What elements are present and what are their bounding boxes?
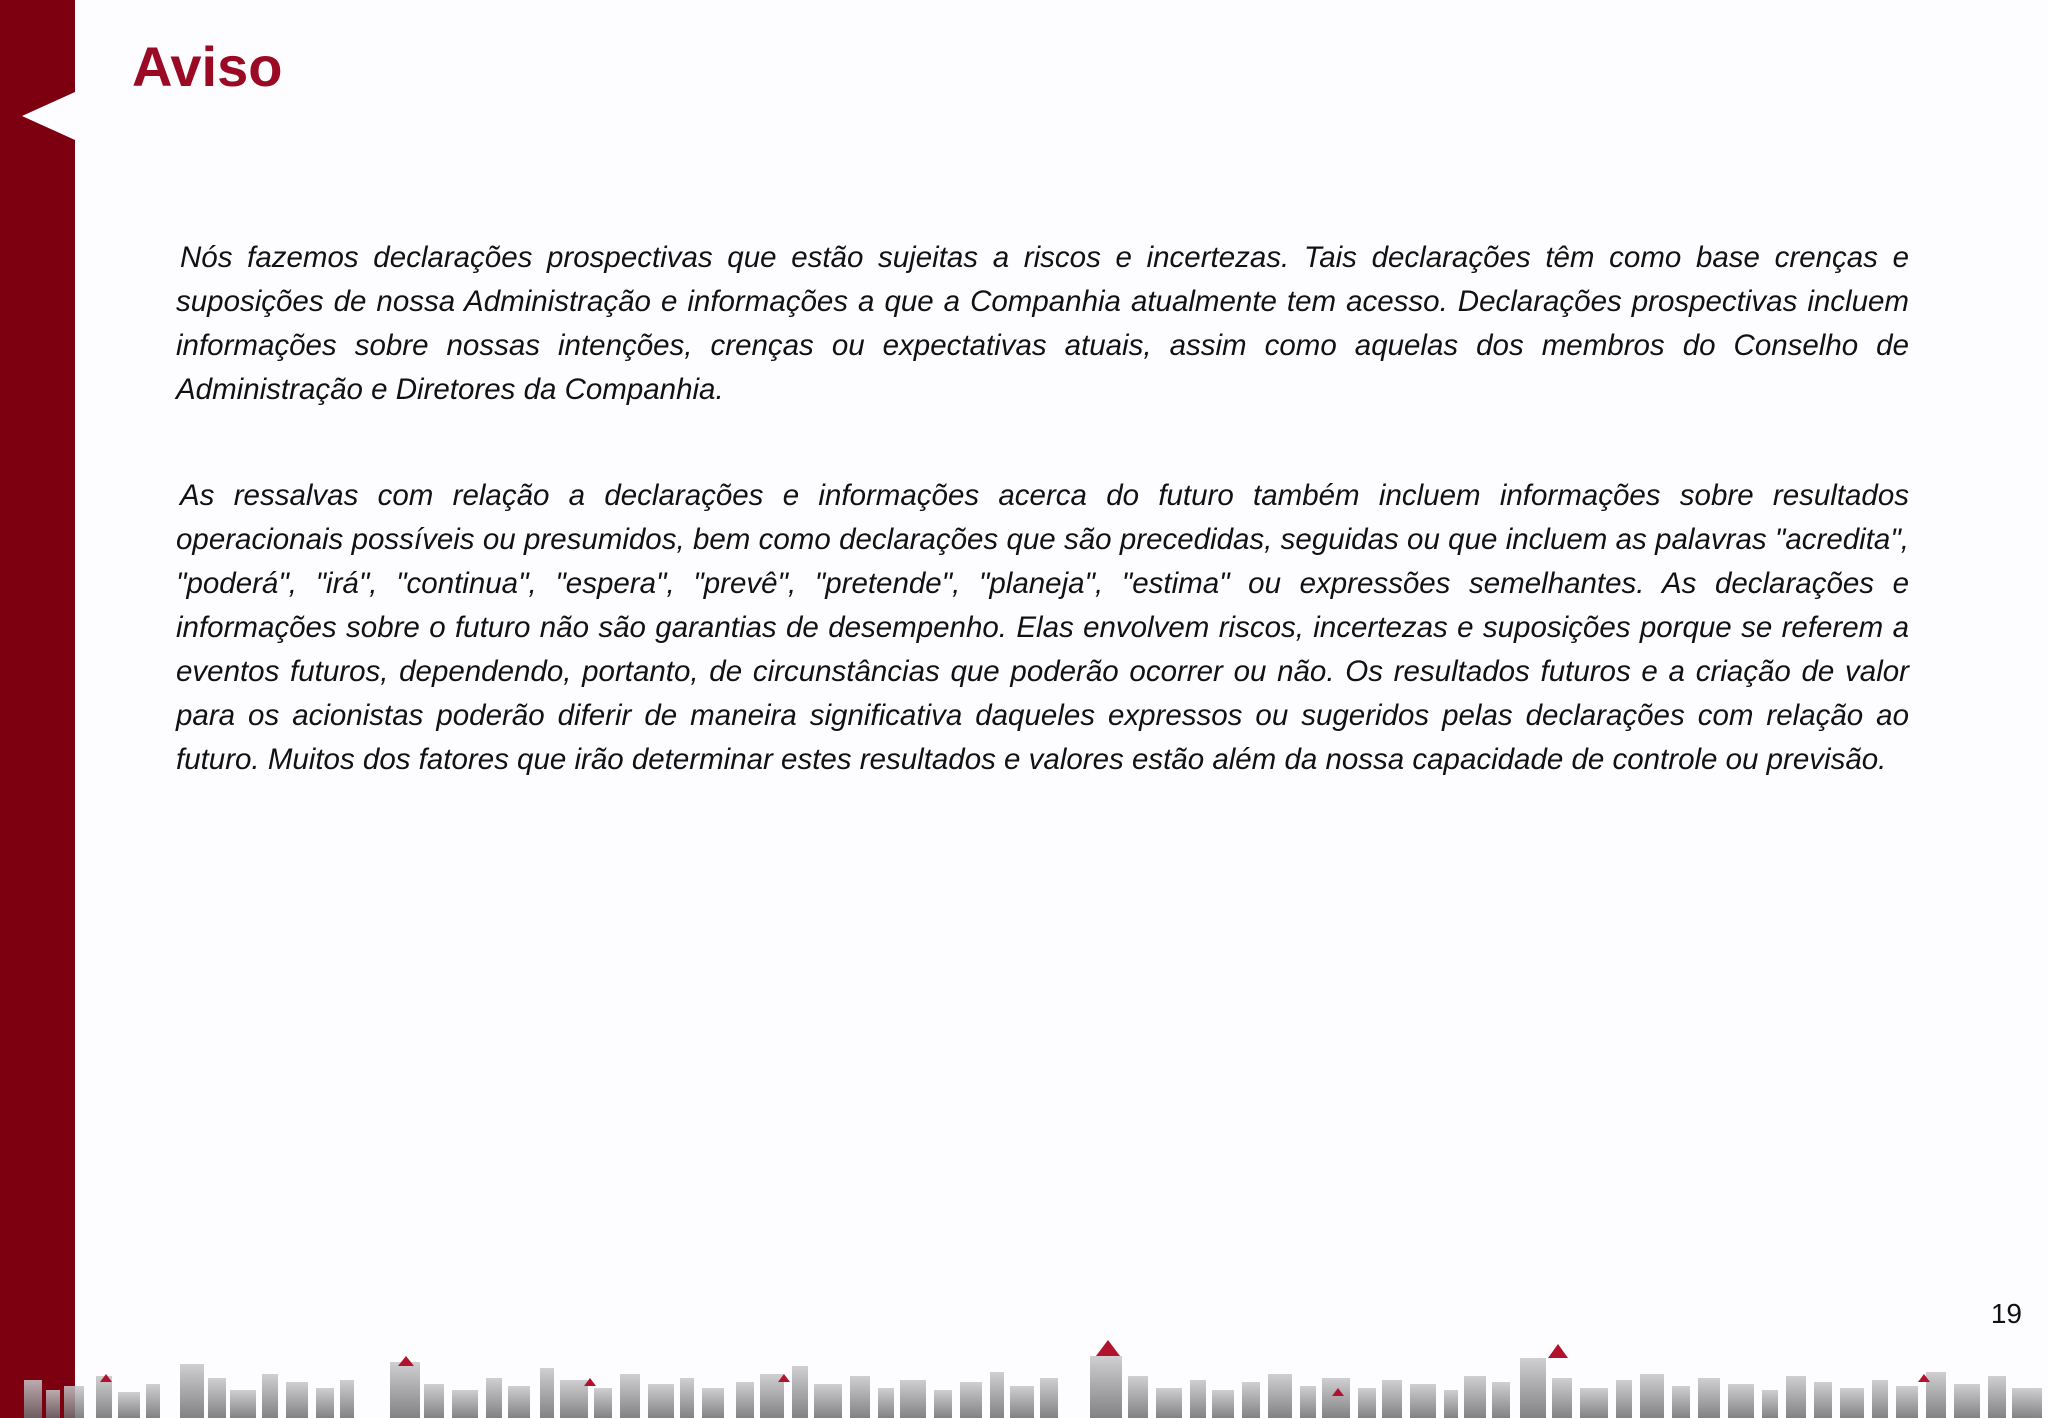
left-arrow-notch: [0, 0, 75, 160]
page-title: Aviso: [132, 35, 283, 98]
left-accent-bar: [0, 0, 75, 1418]
city-skyline-illustration: [0, 1318, 2048, 1418]
disclaimer-paragraph-1: Nós fazemos declarações prospectivas que estão sujeitas a riscos e incertezas. Tais declarações têm como base crenças e suposições de nossa Administração e informações a que a Companhia atualmente tem acesso. Declarações prospectivas incluem informações sobre nossas intenções, crenças ou expectativas atuais, assim como aquelas dos membros do Conselho de Administração e Diretores da Companhia.: [176, 241, 1909, 406]
page-number: 19: [1990, 1298, 2022, 1329]
disclaimer-paragraph-2: As ressalvas com relação a declarações e informações acerca do futuro também incluem informações sobre resultados operacionais possíveis ou presumidos, bem como declarações que são precedidas, seguidas ou que incluem as palavras "acredita", "poderá", "irá", "continua", "espera", "prevê", "pretende", "planeja", "estima" ou expressões semelhantes. As declarações e informações sobre o futuro não são garantias de desempenho. Elas envolvem riscos, incertezas e suposições porque se referem a eventos futuros, dependendo, portanto, de circunstâncias que poderão ocorrer ou não. Os resultados futuros e a criação de valor para os acionistas poderão diferir de maneira significativa daqueles expressos ou sugeridos pelas declarações com relação ao futuro. Muitos dos fatores que irão determinar estes resultados e valores estão além da nossa capacidade de controle ou previsão.: [176, 479, 1909, 776]
